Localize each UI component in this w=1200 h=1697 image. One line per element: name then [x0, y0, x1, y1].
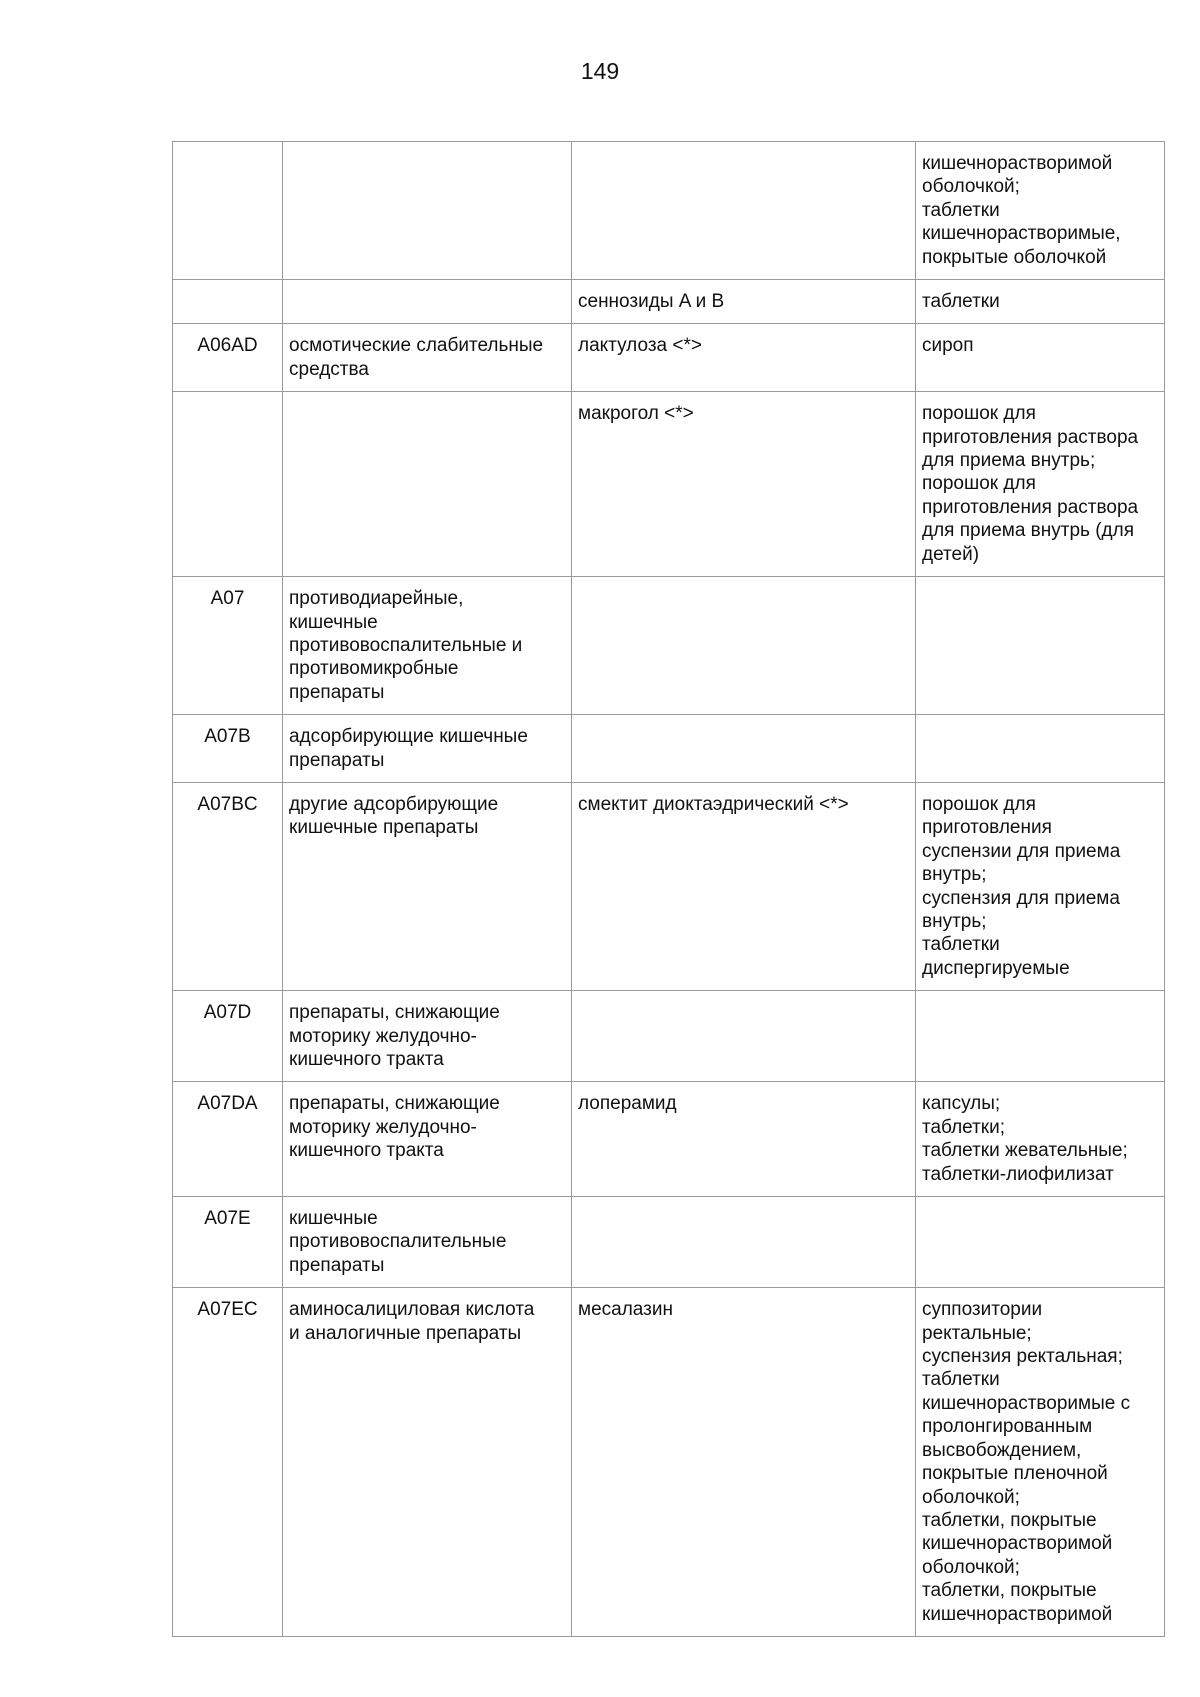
dosage-form-line: кишечнорастворимые,: [922, 223, 1121, 245]
group-name-line: осмотические слабительные: [289, 335, 544, 357]
atc-code: A07DA: [197, 1093, 258, 1115]
table-row: [173, 392, 1165, 577]
dosage-form-line: оболочкой;: [922, 176, 1020, 198]
atc-code: A06AD: [197, 335, 258, 357]
drug-name-cell: [572, 280, 916, 324]
group-name-line: кишечного тракта: [289, 1049, 444, 1070]
dosage-form-line: таблетки, покрытые: [922, 1580, 1097, 1602]
dosage-form-line: кишечнорастворимые с: [922, 1392, 1131, 1414]
dosage-form-line: оболочкой;: [922, 1556, 1020, 1578]
dosage-form-cell: [916, 782, 1165, 990]
dosage-form-line: оболочкой;: [922, 1486, 1020, 1508]
dosage-form-line: приготовления: [922, 817, 1052, 839]
dosage-form-line: кишечнорастворимой: [922, 1533, 1113, 1555]
group-name-line: адсорбирующие кишечные: [289, 726, 528, 748]
dosage-form-line: суспензия ректальная;: [922, 1346, 1123, 1368]
dosage-form-line: порошок для: [922, 473, 1036, 495]
atc-code-cell: [173, 1288, 283, 1637]
dosage-form-cell: [916, 142, 1165, 280]
group-name-line: средства: [289, 358, 369, 380]
group-name-line: препараты: [289, 749, 385, 771]
group-name-line: препараты: [289, 681, 385, 703]
group-name-line: кишечные препараты: [289, 817, 479, 839]
drug-name-line: лоперамид: [578, 1093, 677, 1115]
dosage-form-line: приготовления раствора: [922, 426, 1139, 448]
table-row: [173, 1197, 1165, 1288]
dosage-form-line: покрытые оболочкой: [922, 246, 1107, 268]
group-name-cell: [283, 991, 572, 1082]
dosage-form-line: ректальные;: [922, 1322, 1032, 1344]
dosage-form-cell: [916, 1082, 1165, 1197]
atc-code-cell: [173, 142, 283, 280]
atc-code: A07BC: [197, 793, 258, 815]
group-name-line: препараты, снижающие: [289, 1002, 500, 1024]
group-name-cell: [283, 392, 572, 577]
dosage-form-line: таблетки-лиофилизат: [922, 1163, 1114, 1185]
table-row: [173, 324, 1165, 392]
atc-code: A07D: [203, 1002, 252, 1024]
drug-name-cell: [572, 1197, 916, 1288]
dosage-form-line: таблетки: [922, 1369, 1000, 1391]
atc-code: A07EC: [197, 1299, 258, 1321]
drug-name-line: месалазин: [578, 1299, 673, 1321]
drug-name-line: сеннозиды A и B: [578, 291, 725, 313]
table-body: [173, 142, 1165, 1637]
group-name-line: препараты: [289, 1254, 385, 1276]
atc-code-cell: [173, 715, 283, 783]
drug-name-line: смектит диоктаэдрический <*>: [578, 793, 849, 815]
atc-code-cell: [173, 1082, 283, 1197]
dosage-form-line: порошок для: [922, 403, 1036, 425]
dosage-form-cell: [916, 280, 1165, 324]
drug-name-cell: [572, 1082, 916, 1197]
group-name-line: противомикробные: [289, 658, 459, 680]
group-name-line: моторику желудочно-: [289, 1025, 477, 1047]
dosage-form-cell: [916, 991, 1165, 1082]
dosage-form-line: сироп: [922, 335, 974, 357]
drug-name-line: макрогол <*>: [578, 403, 694, 425]
group-name-cell: [283, 1082, 572, 1197]
table-row: [173, 715, 1165, 783]
dosage-form-cell: [916, 715, 1165, 783]
atc-code-cell: [173, 324, 283, 392]
table-row: [173, 280, 1165, 324]
table-row: [173, 577, 1165, 715]
group-name-cell: [283, 1288, 572, 1637]
atc-code-cell: [173, 1197, 283, 1288]
group-name-line: противовоспалительные: [289, 1231, 507, 1253]
dosage-form-line: суппозитории: [922, 1299, 1043, 1321]
atc-code: A07B: [204, 726, 251, 748]
drug-name-cell: [572, 715, 916, 783]
atc-code-cell: [173, 577, 283, 715]
dosage-form-line: внутрь;: [922, 910, 987, 932]
group-name-line: кишечные: [289, 611, 378, 633]
dosage-form-cell: [916, 1197, 1165, 1288]
dosage-form-line: порошок для: [922, 793, 1036, 815]
drug-table: [172, 141, 1165, 1637]
group-name-line: аминосалициловая кислота: [289, 1299, 535, 1321]
group-name-line: противовоспалительные и: [289, 634, 523, 656]
drug-name-line: лактулоза <*>: [578, 335, 702, 357]
atc-code: A07: [210, 588, 245, 610]
table-row: [173, 142, 1165, 280]
group-name-line: другие адсорбирующие: [289, 793, 499, 815]
drug-name-cell: [572, 142, 916, 280]
atc-code-cell: [173, 392, 283, 577]
table-row: [173, 991, 1165, 1082]
dosage-form-line: таблетки: [922, 291, 1000, 313]
dosage-form-line: таблетки: [922, 199, 1000, 221]
atc-code-cell: [173, 782, 283, 990]
group-name-cell: [283, 715, 572, 783]
page-number: 149: [580, 58, 620, 84]
dosage-form-cell: [916, 392, 1165, 577]
dosage-form-line: покрытые пленочной: [922, 1463, 1108, 1485]
dosage-form-line: высвобождением,: [922, 1439, 1082, 1461]
group-name-line: противодиарейные,: [289, 588, 464, 610]
drug-name-cell: [572, 1288, 916, 1637]
dosage-form-cell: [916, 577, 1165, 715]
dosage-form-line: для приема внутрь;: [922, 450, 1096, 472]
dosage-form-line: пролонгированным: [922, 1416, 1093, 1438]
atc-code: A07E: [204, 1208, 251, 1230]
dosage-form-line: кишечнорастворимой: [922, 153, 1113, 174]
dosage-form-cell: [916, 324, 1165, 392]
dosage-form-line: капсулы;: [922, 1093, 1001, 1115]
group-name-cell: [283, 142, 572, 280]
group-name-line: кишечные: [289, 1208, 378, 1230]
group-name-cell: [283, 1197, 572, 1288]
dosage-form-line: для приема внутрь (для: [922, 520, 1135, 542]
drug-name-cell: [572, 577, 916, 715]
atc-code-cell: [173, 991, 283, 1082]
dosage-form-line: таблетки, покрытые: [922, 1509, 1097, 1531]
dosage-form-line: кишечнорастворимой: [922, 1603, 1113, 1625]
table-row: [173, 1288, 1165, 1637]
drug-name-cell: [572, 782, 916, 990]
dosage-form-line: внутрь;: [922, 864, 987, 886]
group-name-line: препараты, снижающие: [289, 1093, 500, 1115]
dosage-form-line: диспергируемые: [922, 957, 1070, 979]
drug-name-cell: [572, 991, 916, 1082]
table-row: [173, 782, 1165, 990]
dosage-form-line: суспензия для приема: [922, 887, 1120, 909]
dosage-form-line: таблетки;: [922, 1116, 1006, 1138]
dosage-form-line: таблетки: [922, 934, 1000, 956]
group-name-cell: [283, 577, 572, 715]
dosage-form-cell: [916, 1288, 1165, 1637]
drug-name-cell: [572, 392, 916, 577]
dosage-form-line: суспензии для приема: [922, 840, 1121, 862]
group-name-line: и аналогичные препараты: [289, 1322, 522, 1344]
group-name-cell: [283, 782, 572, 990]
group-name-cell: [283, 324, 572, 392]
group-name-cell: [283, 280, 572, 324]
group-name-line: кишечного тракта: [289, 1140, 444, 1162]
group-name-line: моторику желудочно-: [289, 1116, 477, 1138]
drug-name-cell: [572, 324, 916, 392]
atc-code-cell: [173, 280, 283, 324]
dosage-form-line: детей): [922, 543, 980, 565]
dosage-form-line: приготовления раствора: [922, 496, 1139, 518]
dosage-form-line: таблетки жевательные;: [922, 1140, 1128, 1162]
table-row: [173, 1082, 1165, 1197]
